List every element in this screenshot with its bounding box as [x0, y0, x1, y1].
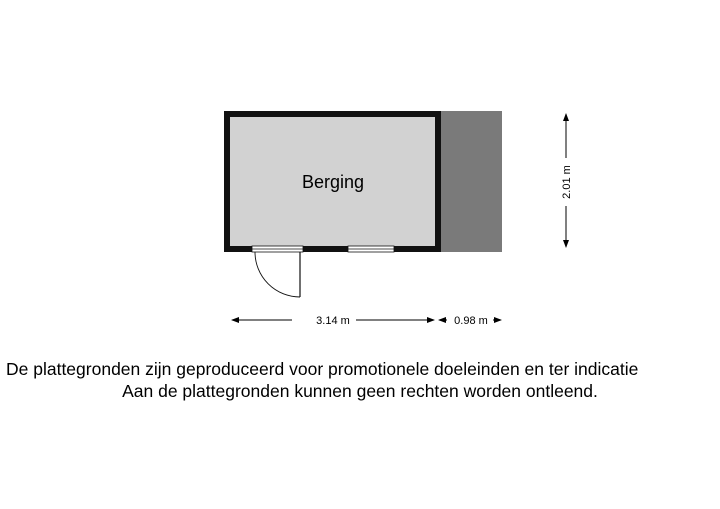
annex-area: [441, 111, 502, 252]
wall-bottom-left: [224, 246, 252, 252]
wall-left: [224, 111, 230, 252]
window: [348, 246, 394, 252]
dimension-depth: [561, 114, 573, 247]
wall-bottom-middle: [303, 246, 348, 252]
door: [252, 246, 303, 297]
door-swing-arc: [255, 252, 300, 297]
dimension-width-annex: [439, 315, 501, 327]
disclaimer-line-1: De plattegronden zijn geproduceerd voor promotionele doeleinden en ter indicatie: [6, 359, 639, 379]
dimension-width-annex-label: 0.98 m: [454, 315, 488, 327]
wall-bottom-right: [394, 246, 441, 252]
dimension-width-main: [232, 315, 434, 327]
wall-right: [435, 111, 441, 252]
dimension-width-main-label: 3.14 m: [316, 315, 350, 327]
dimension-depth-label: 2.01 m: [561, 165, 573, 199]
disclaimer-line-2: Aan de plattegronden kunnen geen rechten worden ontleend.: [122, 381, 598, 401]
room-label-berging: Berging: [301, 172, 365, 192]
wall-top: [224, 111, 441, 117]
